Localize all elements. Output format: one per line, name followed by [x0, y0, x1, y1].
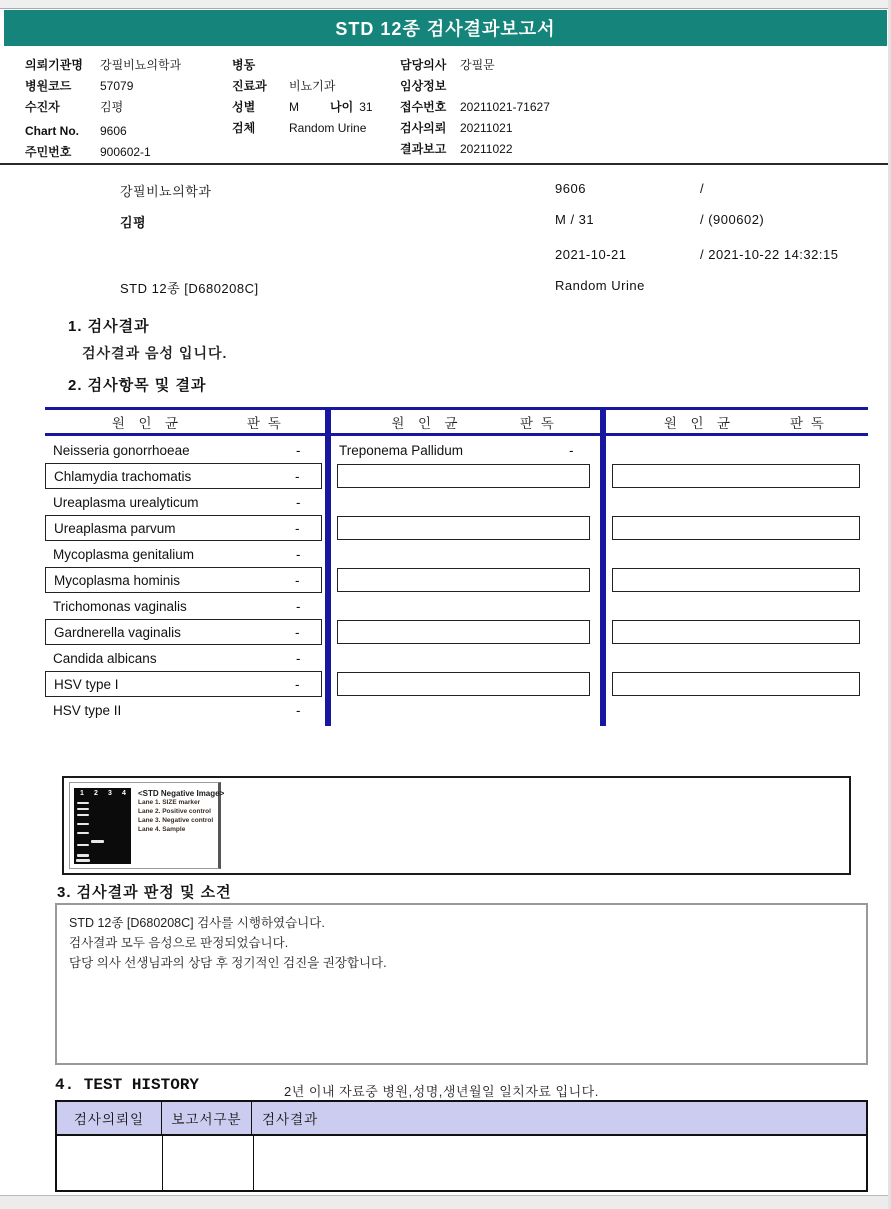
ladder-band: [77, 802, 89, 804]
history-header-report-type: 보고서구분: [162, 1102, 252, 1134]
summary-row-3: [0, 247, 891, 265]
section2-heading: 2. 검사항목 및 결과: [68, 377, 207, 394]
table-row: HSV type I -: [45, 671, 322, 697]
info-row-doctor: 담당의사 강필문: [400, 58, 495, 72]
history-cell-empty: [254, 1134, 866, 1190]
info-row-report-date: 결과보고 20211022: [400, 142, 513, 156]
test-history-table: [55, 1100, 868, 1192]
table-row: Neisseria gonorrhoeae -: [53, 442, 301, 458]
table-row: Candida albicans -: [53, 650, 301, 666]
gel-legend-line: Lane 1. SIZE marker: [138, 799, 201, 806]
section1-heading: 1. 검사결과: [68, 318, 150, 335]
comment-line: 검사결과 모두 음성으로 판정되었습니다.: [69, 936, 289, 950]
empty-result-box: [612, 516, 860, 540]
info-row-resident-no: 주민번호 900602-1: [25, 145, 151, 159]
lane-number-3: 3: [108, 790, 112, 797]
table-header-bottom-bar: [45, 433, 868, 436]
info-column-left: [25, 55, 232, 163]
info-column-right: [400, 55, 700, 163]
empty-result-box: [337, 516, 590, 540]
table-row: HSV type II -: [53, 702, 301, 718]
table-top-bar: [45, 407, 868, 410]
history-cell-empty: [163, 1134, 254, 1190]
info-row-specimen: 검체 Random Urine: [232, 121, 367, 135]
history-header-request-date: 검사의뢰일: [57, 1102, 162, 1134]
summary-sex-age: M / 31: [555, 212, 595, 227]
summary-report-datetime: / 2021-10-22 14:32:15: [700, 247, 839, 262]
table-row: Gardnerella vaginalis -: [45, 619, 322, 645]
lane-number-1: 1: [80, 790, 84, 797]
results-table: [45, 407, 868, 726]
gel-legend: [138, 789, 225, 834]
summary-request-date: 2021-10-21: [555, 247, 627, 262]
summary-chart-no: 9606: [555, 181, 586, 196]
ladder-band: [77, 823, 89, 825]
info-row-receipt-no: 접수번호 20211021-71627: [400, 100, 550, 114]
info-row-request-date: 검사의뢰 20211021: [400, 121, 513, 135]
info-row-ward: 병동: [232, 58, 256, 72]
empty-result-box: [337, 568, 590, 592]
table-divider-2: [600, 407, 606, 726]
history-header-row: [57, 1102, 866, 1136]
info-row-patient: 수진자 김평: [25, 100, 124, 114]
ladder-band: [76, 859, 90, 862]
column2-header: 원 인 균 판 독: [391, 416, 556, 431]
summary-row-4: [0, 278, 891, 296]
comment-line: 담당 의사 선생님과의 상담 후 정기적인 검진을 권장합니다.: [69, 956, 387, 970]
info-row-department: 진료과 비뇨기과: [232, 79, 336, 93]
column1-header: 원 인 균 판 독: [111, 416, 283, 431]
positive-control-band: [91, 840, 104, 843]
ladder-band: [77, 808, 89, 810]
gel-legend-line: Lane 4. Sample: [138, 826, 186, 833]
info-row-chart-no: Chart No. 9606: [25, 124, 127, 138]
empty-result-box: [612, 464, 860, 488]
gel-legend-line: Lane 3. Negative control: [138, 817, 214, 824]
page-top-strip: [0, 0, 891, 9]
table-row: Mycoplasma genitalium -: [53, 546, 301, 562]
table-row: Ureaplasma urealyticum -: [53, 494, 301, 510]
section3-heading: 3. 검사결과 판정 및 소견: [57, 884, 232, 901]
table-row: Mycoplasma hominis -: [45, 567, 322, 593]
result-comment-box: [55, 903, 868, 1065]
empty-result-box: [337, 464, 590, 488]
info-row-institution: 의뢰기관명 강필비뇨의학과: [25, 58, 182, 72]
table-row: Treponema Pallidum -: [339, 442, 574, 458]
summary-row-2: [0, 212, 891, 230]
info-row-hospital-code: 병원코드 57079: [25, 79, 134, 93]
section4-note: 2년 이내 자료중 병원,성명,생년월일 일치자료 입니다.: [284, 1084, 599, 1099]
lane-number-2: 2: [94, 790, 98, 797]
summary-birth: / (900602): [700, 212, 765, 227]
table-row: Chlamydia trachomatis -: [45, 463, 322, 489]
empty-result-box: [337, 672, 590, 696]
ladder-band: [77, 854, 89, 857]
info-row-clinical-info: 임상정보: [400, 79, 447, 93]
ladder-band: [77, 832, 89, 834]
gel-legend-line: Lane 2. Positive control: [138, 808, 211, 815]
info-column-middle: [232, 55, 400, 163]
history-cell-empty: [57, 1134, 163, 1190]
summary-patient-name: 김평: [120, 215, 147, 230]
gel-electrophoresis-image: [74, 788, 131, 864]
history-header-result: 검사결과: [262, 1112, 319, 1127]
column3-header: 원 인 균 판 독: [663, 416, 826, 431]
section1-result-text: 검사결과 음성 입니다.: [82, 345, 228, 361]
report-title: STD 12종 검사결과보고서: [335, 19, 556, 39]
lane-number-4: 4: [122, 790, 126, 797]
gel-figure-card: [69, 782, 225, 869]
empty-result-box: [612, 620, 860, 644]
gel-figure-frame: [62, 776, 851, 875]
header-divider-line: [0, 163, 891, 165]
summary-specimen: Random Urine: [555, 278, 645, 293]
gel-legend-title: <STD Negative Image>: [138, 789, 225, 798]
empty-result-box: [337, 620, 590, 644]
comment-line: STD 12종 [D680208C] 검사를 시행하였습니다.: [69, 916, 325, 930]
section4-heading: 4. TEST HISTORY: [55, 1076, 200, 1094]
info-row-sex-age: 성별 M 나이 31: [232, 100, 373, 114]
report-title-banner: [4, 10, 887, 46]
summary-test-name: STD 12종 [D680208C]: [120, 281, 259, 296]
empty-result-box: [612, 568, 860, 592]
summary-hospital: 강필비뇨의학과: [120, 184, 212, 199]
table-row: Trichomonas vaginalis -: [53, 598, 301, 614]
table-row: Ureaplasma parvum -: [45, 515, 322, 541]
history-body-row: [57, 1134, 866, 1190]
patient-info-header: [25, 55, 875, 163]
ladder-band: [77, 844, 89, 846]
page-bottom-strip: [0, 1195, 891, 1209]
summary-row-1: [0, 181, 891, 199]
summary-row1-sep: /: [700, 181, 705, 196]
ladder-band: [77, 814, 89, 816]
empty-result-box: [612, 672, 860, 696]
